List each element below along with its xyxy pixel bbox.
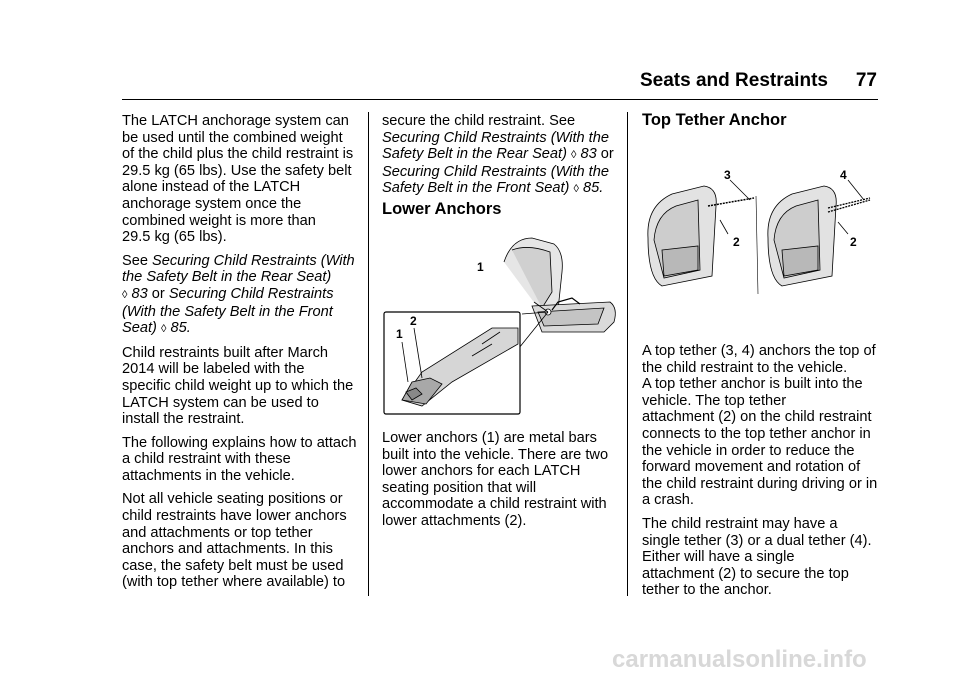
figure-label-2-left: 2 — [733, 235, 740, 249]
figure-label-1-inset: 1 — [396, 327, 403, 341]
paragraph-single-dual-tether: The child restraint may have a single tether (3) or a dual tether (4). Either will have a single attachment (2) to secure the top tether to the anchor. — [642, 515, 872, 599]
page-ref-icon: ◊ — [122, 288, 128, 301]
figure-label-3: 3 — [724, 168, 731, 182]
column-divider-right — [627, 112, 628, 596]
heading-lower-anchors: Lower Anchors — [382, 200, 502, 218]
page-ref-83[interactable]: 83 — [131, 285, 148, 302]
or-text: or — [596, 146, 614, 163]
paragraph-see-refs — [122, 253, 362, 338]
page-ref-85[interactable]: 85 — [170, 320, 187, 337]
watermark: carmanualsonline.info — [612, 646, 867, 673]
column-3-body — [642, 343, 880, 606]
paragraph-continued — [382, 113, 622, 198]
heading-top-tether-anchor: Top Tether Anchor — [642, 111, 787, 129]
page-ref-icon: ◊ — [573, 183, 579, 196]
period: . — [599, 180, 604, 197]
section-title: Seats and Restraints — [640, 70, 828, 91]
column-2 — [382, 113, 622, 205]
page-ref-83[interactable]: 83 — [580, 146, 597, 163]
page-ref-icon: ◊ — [160, 323, 167, 336]
column-divider-left — [368, 112, 369, 596]
page-ref-85[interactable]: 85 — [582, 180, 600, 197]
continued-text: secure the child restraint. See — [382, 113, 576, 129]
figure-label-2-inset: 2 — [410, 314, 417, 328]
link-front-seat[interactable]: Securing Child Restraints (With the Safety Belt in the Front Seat) — [382, 163, 609, 197]
paragraph-latch-weight: The LATCH anchorage system can be used until the combined weight of the child plus the child restraint is 29.5 kg (65 lbs). Use the safety belt alone instead of the LATCH anchorage system once the combined weight is more than 29.5 kg (65 lbs). — [122, 113, 354, 246]
period: . — [186, 320, 191, 337]
page-number: 77 — [855, 70, 877, 91]
figure-label-4: 4 — [840, 168, 847, 182]
paragraph-top-tether: A top tether (3, 4) anchors the top of the child restraint to the vehicle. A top tether anchor is built into the vehicle. The top tether attachment (2) on the child restraint connects to the top tether anchor in the vehicle in order to reduce the forward movement and rotation of the child restraint during driving or in a crash. — [642, 343, 878, 509]
paragraph-explains: The following explains how to attach a child restraint with these attachments in the vehicle. — [122, 434, 357, 484]
header-divider — [122, 99, 878, 100]
lower-anchors-illustration — [382, 232, 622, 418]
link-rear-seat[interactable]: Securing Child Restraints (With the Safety Belt in the Rear Seat) — [122, 252, 355, 286]
paragraph-lower-anchors: Lower anchors (1) are metal bars built into the vehicle. There are two lower anchors for each LATCH seating position that will accommodate a child restraint with lower attachments (2). — [382, 430, 609, 529]
see-text: See — [122, 252, 153, 269]
top-tether-illustration — [642, 166, 878, 302]
link-front-seat[interactable]: Securing Child Restraints (With the Safety Belt in the Front Seat) — [122, 285, 334, 337]
paragraph-not-all: Not all vehicle seating positions or child restraints have lower anchors and attachments or top tether anchors and attachments. In this case, the safety belt must be used (with top tether where available) to — [122, 491, 347, 591]
or-text: or — [147, 285, 169, 302]
paragraph-march-2014: Child restraints built after March 2014 will be labeled with the specific child weight up to which the LATCH system can be used to install the restraint. — [122, 344, 354, 428]
column-2-body — [382, 430, 622, 537]
page-ref-icon: ◊ — [571, 149, 577, 162]
column-1 — [122, 113, 362, 598]
link-rear-seat[interactable]: Securing Child Restraints (With the Safety Belt in the Rear Seat) — [382, 129, 609, 163]
figure-label-1-main: 1 — [477, 260, 484, 274]
figure-label-2-right: 2 — [850, 235, 857, 249]
